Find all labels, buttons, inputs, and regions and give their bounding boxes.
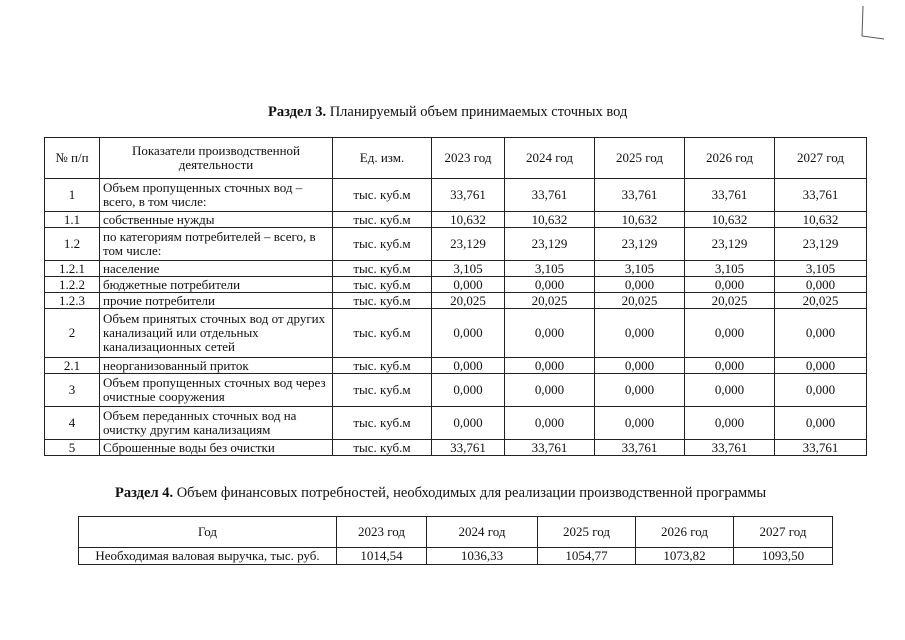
cell-value: 33,761	[595, 179, 685, 212]
row-number: 2	[45, 309, 100, 358]
row-unit: тыс. куб.м	[333, 358, 432, 374]
cell-value: 33,761	[505, 440, 595, 456]
corner-bracket-mark	[860, 6, 886, 42]
cell-value: 20,025	[432, 293, 505, 309]
cell-value: 0,000	[432, 309, 505, 358]
row-number: 1.2.1	[45, 261, 100, 277]
cell-value: 0,000	[775, 358, 867, 374]
col-header: 2024 год	[427, 517, 538, 548]
row-label: по категориям потребителей – всего, в том числе:	[100, 228, 333, 261]
cell-value: 23,129	[595, 228, 685, 261]
section-3-heading: Планируемый объем принимаемых сточных вод	[329, 104, 628, 120]
cell-value: 0,000	[775, 374, 867, 407]
col-header: 2025 год	[538, 517, 636, 548]
cell-value: 20,025	[595, 293, 685, 309]
row-number: 1.2	[45, 228, 100, 261]
cell-value: 0,000	[595, 374, 685, 407]
row-unit: тыс. куб.м	[333, 212, 432, 228]
cell-value: 33,761	[685, 179, 775, 212]
row-number: 2.1	[45, 358, 100, 374]
section-4-title	[115, 485, 766, 502]
wastewater-volume-table	[44, 137, 867, 456]
cell-value: 23,129	[685, 228, 775, 261]
cell-value: 10,632	[595, 212, 685, 228]
cell-value: 0,000	[775, 277, 867, 293]
row-number: 3	[45, 374, 100, 407]
col-header: 2023 год	[337, 517, 427, 548]
cell-value: 0,000	[775, 407, 867, 440]
row-number: 4	[45, 407, 100, 440]
cell-value: 0,000	[685, 358, 775, 374]
row-label: Необходимая валовая выручка, тыс. руб.	[79, 548, 337, 565]
cell-value: 3,105	[432, 261, 505, 277]
cell-value: 33,761	[595, 440, 685, 456]
cell-value: 0,000	[505, 407, 595, 440]
cell-value: 10,632	[432, 212, 505, 228]
row-unit: тыс. куб.м	[333, 179, 432, 212]
cell-value: 0,000	[432, 407, 505, 440]
cell-value: 33,761	[775, 440, 867, 456]
cell-value: 23,129	[775, 228, 867, 261]
col-header: Ед. изм.	[333, 138, 432, 179]
cell-value: 33,761	[505, 179, 595, 212]
row-number: 1.2.3	[45, 293, 100, 309]
table-row	[45, 440, 867, 456]
cell-value: 1054,77	[538, 548, 636, 565]
row-label: Объем пропущенных сточных вод – всего, в том числе:	[100, 179, 333, 212]
table-row	[45, 277, 867, 293]
table-row	[45, 293, 867, 309]
cell-value: 3,105	[775, 261, 867, 277]
cell-value: 33,761	[775, 179, 867, 212]
cell-value: 0,000	[595, 277, 685, 293]
cell-value: 20,025	[685, 293, 775, 309]
row-unit: тыс. куб.м	[333, 228, 432, 261]
table-row	[79, 548, 833, 565]
cell-value: 0,000	[505, 358, 595, 374]
table-header-row	[79, 517, 833, 548]
row-label: Объем пропущенных сточных вод через очистные сооружения	[100, 374, 333, 407]
cell-value: 0,000	[505, 374, 595, 407]
col-header: 2027 год	[775, 138, 867, 179]
cell-value: 3,105	[595, 261, 685, 277]
section-4-heading: Объем финансовых потребностей, необходимых для реализации производственной программы	[176, 485, 767, 501]
cell-value: 20,025	[775, 293, 867, 309]
cell-value: 0,000	[432, 374, 505, 407]
cell-value: 1073,82	[636, 548, 734, 565]
cell-value: 3,105	[505, 261, 595, 277]
table-row	[45, 179, 867, 212]
row-number: 1.1	[45, 212, 100, 228]
col-header: Год	[79, 517, 337, 548]
cell-value: 1014,54	[337, 548, 427, 565]
table-row	[45, 309, 867, 358]
col-header: 2026 год	[685, 138, 775, 179]
cell-value: 0,000	[685, 277, 775, 293]
cell-value: 10,632	[685, 212, 775, 228]
table-row	[45, 228, 867, 261]
cell-value: 23,129	[505, 228, 595, 261]
row-label: Сброшенные воды без очистки	[100, 440, 333, 456]
col-header: Показатели производственной деятельности	[100, 138, 333, 179]
col-header: № п/п	[45, 138, 100, 179]
cell-value: 1036,33	[427, 548, 538, 565]
cell-value: 20,025	[505, 293, 595, 309]
row-label: Объем переданных сточных вод на очистку другим канализациям	[100, 407, 333, 440]
table-row	[45, 212, 867, 228]
table-row	[45, 407, 867, 440]
row-label: неорганизованный приток	[100, 358, 333, 374]
col-header: 2023 год	[432, 138, 505, 179]
row-unit: тыс. куб.м	[333, 374, 432, 407]
row-label: население	[100, 261, 333, 277]
row-label: бюджетные потребители	[100, 277, 333, 293]
col-header: 2025 год	[595, 138, 685, 179]
cell-value: 0,000	[595, 407, 685, 440]
row-unit: тыс. куб.м	[333, 293, 432, 309]
row-unit: тыс. куб.м	[333, 407, 432, 440]
cell-value: 0,000	[775, 309, 867, 358]
row-number: 1.2.2	[45, 277, 100, 293]
col-header: 2026 год	[636, 517, 734, 548]
cell-value: 0,000	[505, 309, 595, 358]
table-row	[45, 261, 867, 277]
cell-value: 0,000	[685, 407, 775, 440]
cell-value: 0,000	[432, 277, 505, 293]
financial-needs-table	[78, 516, 833, 565]
cell-value: 10,632	[775, 212, 867, 228]
cell-value: 3,105	[685, 261, 775, 277]
row-unit: тыс. куб.м	[333, 440, 432, 456]
cell-value: 23,129	[432, 228, 505, 261]
cell-value: 33,761	[432, 179, 505, 212]
row-label: собственные нужды	[100, 212, 333, 228]
cell-value: 33,761	[432, 440, 505, 456]
table-row	[45, 374, 867, 407]
row-number: 5	[45, 440, 100, 456]
row-label: Объем принятых сточных вод от других канализаций или отдельных канализационных сетей	[100, 309, 333, 358]
cell-value: 0,000	[685, 309, 775, 358]
cell-value: 1093,50	[734, 548, 833, 565]
row-label: прочие потребители	[100, 293, 333, 309]
col-header: 2027 год	[734, 517, 833, 548]
section-3-label: Раздел 3.	[268, 104, 327, 120]
section-4-label: Раздел 4.	[115, 485, 174, 501]
cell-value: 33,761	[685, 440, 775, 456]
row-unit: тыс. куб.м	[333, 309, 432, 358]
row-unit: тыс. куб.м	[333, 261, 432, 277]
table-header-row	[45, 138, 867, 179]
cell-value: 0,000	[505, 277, 595, 293]
cell-value: 0,000	[595, 358, 685, 374]
row-number: 1	[45, 179, 100, 212]
cell-value: 0,000	[432, 358, 505, 374]
cell-value: 0,000	[685, 374, 775, 407]
col-header: 2024 год	[505, 138, 595, 179]
cell-value: 0,000	[595, 309, 685, 358]
section-3-title	[268, 104, 627, 121]
cell-value: 10,632	[505, 212, 595, 228]
table-row	[45, 358, 867, 374]
row-unit: тыс. куб.м	[333, 277, 432, 293]
